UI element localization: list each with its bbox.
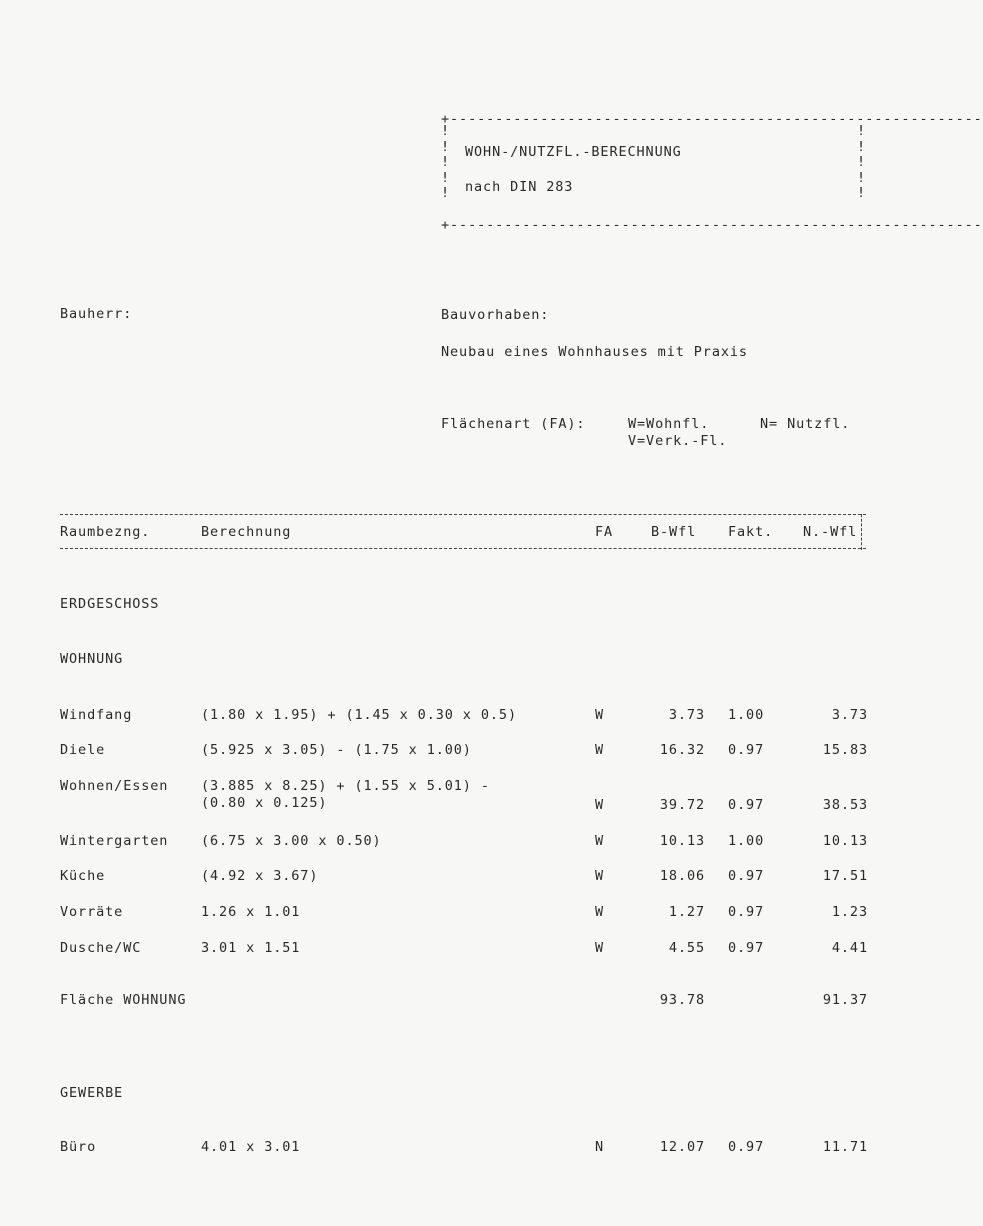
row-nwfl: 1.23 xyxy=(831,904,868,920)
summe-wohnung-nwfl: 91.37 xyxy=(822,992,868,1008)
row-berechnung: 3.01 x 1.51 xyxy=(201,940,301,956)
row-raum: Diele xyxy=(60,742,106,758)
row-fakt: 0.97 xyxy=(728,940,765,956)
gewerbe-row-nwfl: 11.71 xyxy=(822,1139,868,1155)
row-bwfl: 16.32 xyxy=(659,742,705,758)
gewerbe-row-fa: N xyxy=(595,1139,605,1155)
row-fakt: 1.00 xyxy=(728,707,765,723)
gewerbe-row-berechnung: 4.01 x 3.01 xyxy=(201,1139,301,1155)
row-bwfl: 18.06 xyxy=(659,868,705,884)
row-berechnung: (6.75 x 3.00 x 0.50) xyxy=(201,833,382,849)
row-fakt: 0.97 xyxy=(728,868,765,884)
row-fakt: 0.97 xyxy=(728,797,765,813)
gewerbe-row-bwfl: 12.07 xyxy=(659,1139,705,1155)
flaechenart-w: W=Wohnfl. xyxy=(628,416,710,432)
flaechenart-label: Flächenart (FA): xyxy=(441,416,586,432)
gewerbe-row-fakt: 0.97 xyxy=(728,1139,765,1155)
gewerbe-row-raum: Büro xyxy=(60,1139,97,1155)
box-bottom-border: +----------------------------------------------------------- xyxy=(441,217,983,233)
row-nwfl: 15.83 xyxy=(822,742,868,758)
row-fa: W xyxy=(595,904,605,920)
summe-wohnung-label: Fläche WOHNUNG xyxy=(60,992,187,1008)
row-bwfl: 39.72 xyxy=(659,797,705,813)
bauvorhaben-value: Neubau eines Wohnhauses mit Praxis xyxy=(441,344,748,360)
row-fa: W xyxy=(595,868,605,884)
row-nwfl: 10.13 xyxy=(822,833,868,849)
col-fakt: Fakt. xyxy=(728,524,774,540)
row-berechnung: (3.885 x 8.25) + (1.55 x 5.01) - xyxy=(201,778,490,794)
col-raum: Raumbezng. xyxy=(60,524,151,540)
row-berechnung: (4.92 x 3.67) xyxy=(201,868,319,884)
flaechenart-n: N= Nutzfl. xyxy=(760,416,851,432)
row-bwfl: 4.55 xyxy=(668,940,705,956)
box-right-border: ! ! ! ! ! xyxy=(857,123,867,201)
row-raum: Wintergarten xyxy=(60,833,169,849)
row-fa: W xyxy=(595,940,605,956)
row-nwfl: 17.51 xyxy=(822,868,868,884)
row-raum: Küche xyxy=(60,868,106,884)
col-fa: FA xyxy=(595,524,614,540)
row-fa: W xyxy=(595,797,605,813)
box-top-border: +----------------------------------------------------------- xyxy=(441,111,983,127)
flaechenart-v: V=Verk.-Fl. xyxy=(628,433,728,449)
row-bwfl: 10.13 xyxy=(659,833,705,849)
row-fakt: 0.97 xyxy=(728,742,765,758)
bauvorhaben-label: Bauvorhaben: xyxy=(441,307,550,323)
section-gewerbe: GEWERBE xyxy=(60,1085,124,1101)
row-bwfl: 1.27 xyxy=(668,904,705,920)
row-berechnung: (5.925 x 3.05) - (1.75 x 1.00) xyxy=(201,742,472,758)
row-nwfl: 4.41 xyxy=(831,940,868,956)
row-fa: W xyxy=(595,742,605,758)
section-wohnung: WOHNUNG xyxy=(60,651,124,667)
row-nwfl: 3.73 xyxy=(831,707,868,723)
row-nwfl: 38.53 xyxy=(822,797,868,813)
row-raum: Wohnen/Essen xyxy=(60,778,169,794)
row-raum: Dusche/WC xyxy=(60,940,142,956)
row-bwfl: 3.73 xyxy=(668,707,705,723)
col-berechnung: Berechnung xyxy=(201,524,292,540)
bauherr-label: Bauherr: xyxy=(60,306,133,322)
row-fa: W xyxy=(595,707,605,723)
row-berechnung: (1.80 x 1.95) + (1.45 x 0.30 x 0.5) xyxy=(201,707,517,723)
col-bwfl: B-Wfl xyxy=(651,524,697,540)
section-erdgeschoss: ERDGESCHOSS xyxy=(60,596,160,612)
col-nwfl: N.-Wfl xyxy=(803,524,858,540)
row-fakt: 0.97 xyxy=(728,904,765,920)
box-subtitle: nach DIN 283 xyxy=(465,179,574,195)
header-rule-bottom xyxy=(60,548,866,549)
summe-wohnung-bwfl: 93.78 xyxy=(659,992,705,1008)
header-rule-top xyxy=(60,514,866,515)
box-title: WOHN-/NUTZFL.-BERECHNUNG xyxy=(465,144,682,160)
row-raum: Vorräte xyxy=(60,904,124,920)
row-fa: W xyxy=(595,833,605,849)
header-rule-end xyxy=(861,514,862,550)
row-berechnung: 1.26 x 1.01 xyxy=(201,904,301,920)
box-left-border: ! ! ! ! ! xyxy=(441,123,451,201)
row-fakt: 1.00 xyxy=(728,833,765,849)
row-raum: Windfang xyxy=(60,707,133,723)
row-berechnung-cont: (0.80 x 0.125) xyxy=(201,795,328,811)
